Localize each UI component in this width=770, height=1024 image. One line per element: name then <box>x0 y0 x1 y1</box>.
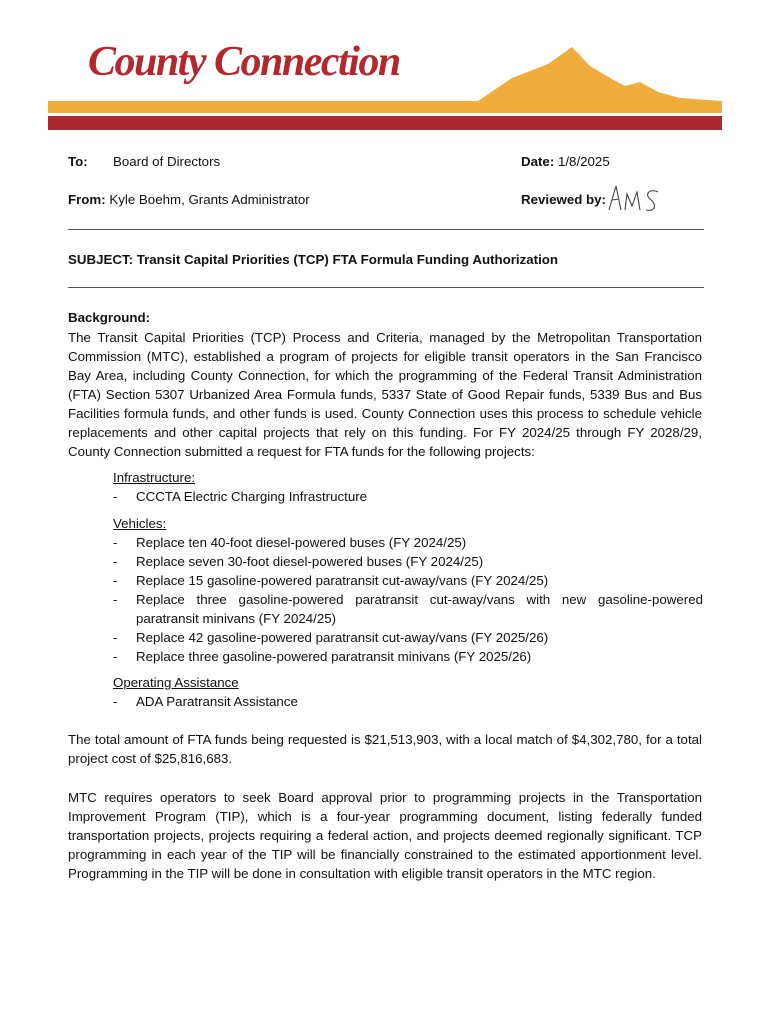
list-item <box>113 647 703 666</box>
list-item-text: Replace three gasoline-powered paratransit cut-away/vans with new gasoline-powered paratransit minivans (FY 2024/25) <box>136 592 703 626</box>
list-item-text: Replace 42 gasoline-powered paratransit cut-away/vans (FY 2025/26) <box>136 630 549 645</box>
bullet-dash: - <box>113 535 118 550</box>
divider <box>68 287 704 288</box>
from-value: Kyle Boehm, Grants Administrator <box>109 192 310 207</box>
list-item-text: ADA Paratransit Assistance <box>136 694 298 709</box>
to-value: Board of Directors <box>113 154 221 169</box>
company-logo: County Connection <box>88 39 400 85</box>
list-item-text: Replace seven 30-foot diesel-powered buses (FY 2024/25) <box>136 554 484 569</box>
list-item <box>113 571 703 590</box>
from-field <box>68 192 310 207</box>
bullet-dash: - <box>113 573 118 588</box>
infrastructure-section <box>113 468 703 506</box>
bullet-dash: - <box>113 554 118 569</box>
list-item <box>113 590 703 628</box>
bullet-dash: - <box>113 489 118 504</box>
reviewer-signature <box>606 180 666 216</box>
funding-paragraph: The total amount of FTA funds being requested is $21,513,903, with a local match of $4,302,780, for a total project cost of $25,816,683. <box>68 732 702 766</box>
list-item-text: Replace three gasoline-powered paratransit minivans (FY 2025/26) <box>136 649 532 664</box>
list-item-text: CCCTA Electric Charging Infrastructure <box>136 489 368 504</box>
bullet-dash: - <box>113 592 118 607</box>
list-item-text: Replace ten 40-foot diesel-powered buses (FY 2024/25) <box>136 535 467 550</box>
date-field <box>521 154 610 169</box>
date-label: Date: <box>521 154 555 169</box>
list-item <box>113 487 703 506</box>
memo-subject: SUBJECT: Transit Capital Priorities (TCP) FTA Formula Funding Authorization <box>68 252 559 267</box>
maroon-band <box>48 116 722 130</box>
list-item <box>113 533 703 552</box>
background-heading: Background: <box>68 310 151 325</box>
vehicles-heading: Vehicles: <box>113 516 167 531</box>
mtc-paragraph: MTC requires operators to seek Board approval prior to programming projects in the Transportation Improvement Program (TIP), which is a four-year programming document, listing federally funded transportation projects, projects requiring a federal action, and projects deemed regionally significant. TCP programming in each year of the TIP will be financially constrained to the estimated apportionment level. Programming in the TIP will be done in consultation with eligible transit operators in the MTC region. <box>68 790 702 881</box>
bullet-dash: - <box>113 630 118 645</box>
date-value: 1/8/2025 <box>557 154 610 169</box>
list-item <box>113 692 703 711</box>
list-item <box>113 628 703 647</box>
operating-assistance-section <box>113 673 703 711</box>
reviewed-by-label: Reviewed by: <box>521 192 606 207</box>
list-item-text: Replace 15 gasoline-powered paratransit cut-away/vans (FY 2024/25) <box>136 573 549 588</box>
list-item <box>113 552 703 571</box>
bullet-dash: - <box>113 694 118 709</box>
from-label: From: <box>68 192 106 207</box>
bullet-dash: - <box>113 649 118 664</box>
letterhead <box>0 0 770 140</box>
operating-assistance-heading: Operating Assistance <box>113 675 239 690</box>
divider <box>68 229 704 230</box>
to-label: To: <box>68 154 88 169</box>
vehicles-section <box>113 514 703 666</box>
background-paragraph: The Transit Capital Priorities (TCP) Process and Criteria, managed by the Metropolitan Transportation Commission (MTC), established a program of projects for eligible transit operators in the San Francisco Bay Area, including County Connection, for which the programming of the Federal Transit Administration (FTA) Section 5307 Urbanized Area Formula funds, 5337 State of Good Repair funds, 5339 Bus and Bus Facilities formula funds, and other funds is used. County Connection uses this process to schedule vehicle replacements and other capital projects that rely on this funding. For FY 2024/25 through FY 2028/29, County Connection submitted a request for FTA funds for the following projects: <box>68 330 702 459</box>
infrastructure-heading: Infrastructure: <box>113 470 196 485</box>
